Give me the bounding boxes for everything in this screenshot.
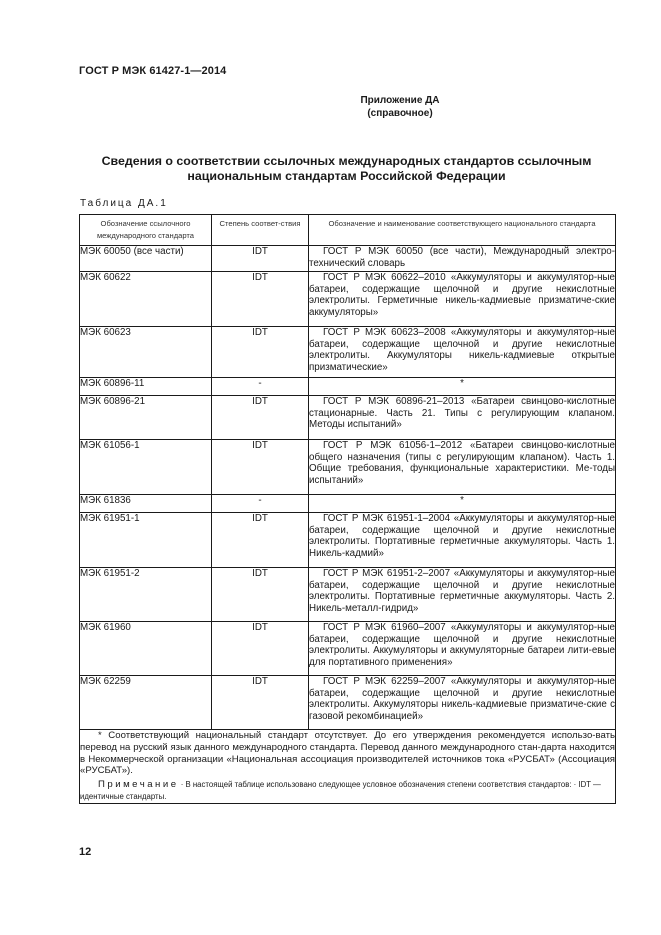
- intl-standard-cell: МЭК 61951-1: [80, 513, 212, 568]
- intl-standard-cell: МЭК 61951-2: [80, 568, 212, 622]
- table-row: [80, 676, 616, 730]
- national-standard-cell: ГОСТ Р МЭК 61056-1–2012 «Батареи свинцово-кислотные общего назначения (типы с регулирующим клапаном). Часть 1. Общие требования, функциональные характеристики. Ме-тоды испытаний»: [309, 440, 616, 495]
- section-title: Сведения о соответствии ссылочных международных стандартов ссылочным национальным стандартам Российской Федерации: [101, 154, 592, 183]
- table-row: [80, 568, 616, 622]
- intl-standard-cell: МЭК 61960: [80, 622, 212, 676]
- national-standard-cell: ГОСТ Р МЭК 61951-2–2007 «Аккумуляторы и аккумулятор-ные батареи, содержащие щелочной и другие некислотные электролиты. Портативные герметичные аккумуляторы. Часть 2. Никель-металл-гидрид»: [309, 568, 616, 622]
- table-row: [80, 495, 616, 513]
- table-row: [80, 513, 616, 568]
- table-row: [80, 272, 616, 327]
- correspondence-table: [79, 214, 616, 804]
- table-row: [80, 440, 616, 495]
- national-standard-cell: ГОСТ Р МЭК 60623–2008 «Аккумуляторы и аккумулятор-ные батареи, содержащие щелочной и другие некислотные электролиты. Аккумуляторы никель-кадмиевые открытые призматические»: [309, 327, 616, 378]
- table-row: [80, 246, 616, 272]
- national-standard-cell: ГОСТ Р МЭК 60050 (все части), Международный электро-технический словарь: [309, 246, 616, 272]
- header-degree: Степень соответ-ствия: [212, 215, 309, 246]
- degree-cell: IDT: [212, 568, 309, 622]
- degree-cell: IDT: [212, 246, 309, 272]
- national-standard-cell: ГОСТ Р МЭК 61951-1–2004 «Аккумуляторы и аккумулятор-ные батареи, содержащие щелочной и другие некислотные электролиты. Портативные герметичные аккумуляторы. Часть 1. Никель-кадмий»: [309, 513, 616, 568]
- national-standard-cell: ГОСТ Р МЭК 60896-21–2013 «Батареи свинцово-кислотные стационарные. Часть 21. Типы с регулирующим клапаном. Методы испытаний»: [309, 396, 616, 440]
- table-caption: Таблица ДА.1: [80, 198, 168, 209]
- degree-cell: -: [212, 378, 309, 396]
- degree-cell: IDT: [212, 440, 309, 495]
- table-note: [80, 779, 615, 803]
- intl-standard-cell: МЭК 62259: [80, 676, 212, 730]
- degree-cell: IDT: [212, 396, 309, 440]
- national-standard-cell: ГОСТ Р МЭК 60622–2010 «Аккумуляторы и аккумулятор-ные батареи, содержащие щелочной и другие некислотные электролиты. Герметичные никель-кадмиевые призматиче-ские аккумуляторы»: [309, 272, 616, 327]
- table-notes-cell: [80, 730, 616, 804]
- national-standard-cell: ГОСТ Р МЭК 61960–2007 «Аккумуляторы и аккумулятор-ные батареи, содержащие щелочной и другие некислотные электролиты. Аккумуляторы и аккумуляторные батареи лити-евые для портативного применения»: [309, 622, 616, 676]
- table-row: [80, 378, 616, 396]
- header-national-standard: Обозначение и наименование соответствующего национального стандарта: [309, 215, 616, 246]
- table-notes-row: [80, 730, 616, 804]
- degree-cell: IDT: [212, 327, 309, 378]
- intl-standard-cell: МЭК 60622: [80, 272, 212, 327]
- national-standard-cell: ГОСТ Р МЭК 62259–2007 «Аккумуляторы и аккумулятор-ные батареи, содержащие щелочной и другие некислотные электролиты. Аккумуляторы никель-кадмиевые призматиче-ские с газовой рекомбинацией»: [309, 676, 616, 730]
- intl-standard-cell: МЭК 61836: [80, 495, 212, 513]
- note-label: Примечание: [98, 779, 179, 791]
- table-header-row: [80, 215, 616, 246]
- annex-subtitle: (справочное): [367, 108, 433, 119]
- header-intl-standard: Обозначение ссылочного международного стандарта: [80, 215, 212, 246]
- degree-cell: IDT: [212, 272, 309, 327]
- annex-title: Приложение ДА: [360, 95, 440, 106]
- note-text: · В настоящей таблице использовано следующее условное обозначения степени соответствия стандартов: · IDT — идентичные стандарты.: [80, 780, 601, 802]
- document-code: ГОСТ Р МЭК 61427-1—2014: [79, 65, 227, 77]
- degree-cell: IDT: [212, 622, 309, 676]
- intl-standard-cell: МЭК 60896-11: [80, 378, 212, 396]
- table-row: [80, 327, 616, 378]
- degree-cell: -: [212, 495, 309, 513]
- degree-cell: IDT: [212, 513, 309, 568]
- intl-standard-cell: МЭК 60623: [80, 327, 212, 378]
- degree-cell: IDT: [212, 676, 309, 730]
- table-row: [80, 622, 616, 676]
- national-standard-cell: *: [309, 495, 616, 513]
- intl-standard-cell: МЭК 60050 (все части): [80, 246, 212, 272]
- footnote: * Соответствующий национальный стандарт отсутствует. До его утверждения рекомендуется использо-вать перевод на русский язык данного международного стандарта. Перевод данного международного стан-дарта находится в Некоммерческой организации «Национальная ассоциация производителей источников тока «РУСБАТ» (Ассоциация «РУСБАТ»).: [80, 730, 615, 777]
- table-row: [80, 396, 616, 440]
- annex-heading: [240, 94, 560, 120]
- page-number: 12: [79, 846, 92, 858]
- intl-standard-cell: МЭК 61056-1: [80, 440, 212, 495]
- national-standard-cell: *: [309, 378, 616, 396]
- intl-standard-cell: МЭК 60896-21: [80, 396, 212, 440]
